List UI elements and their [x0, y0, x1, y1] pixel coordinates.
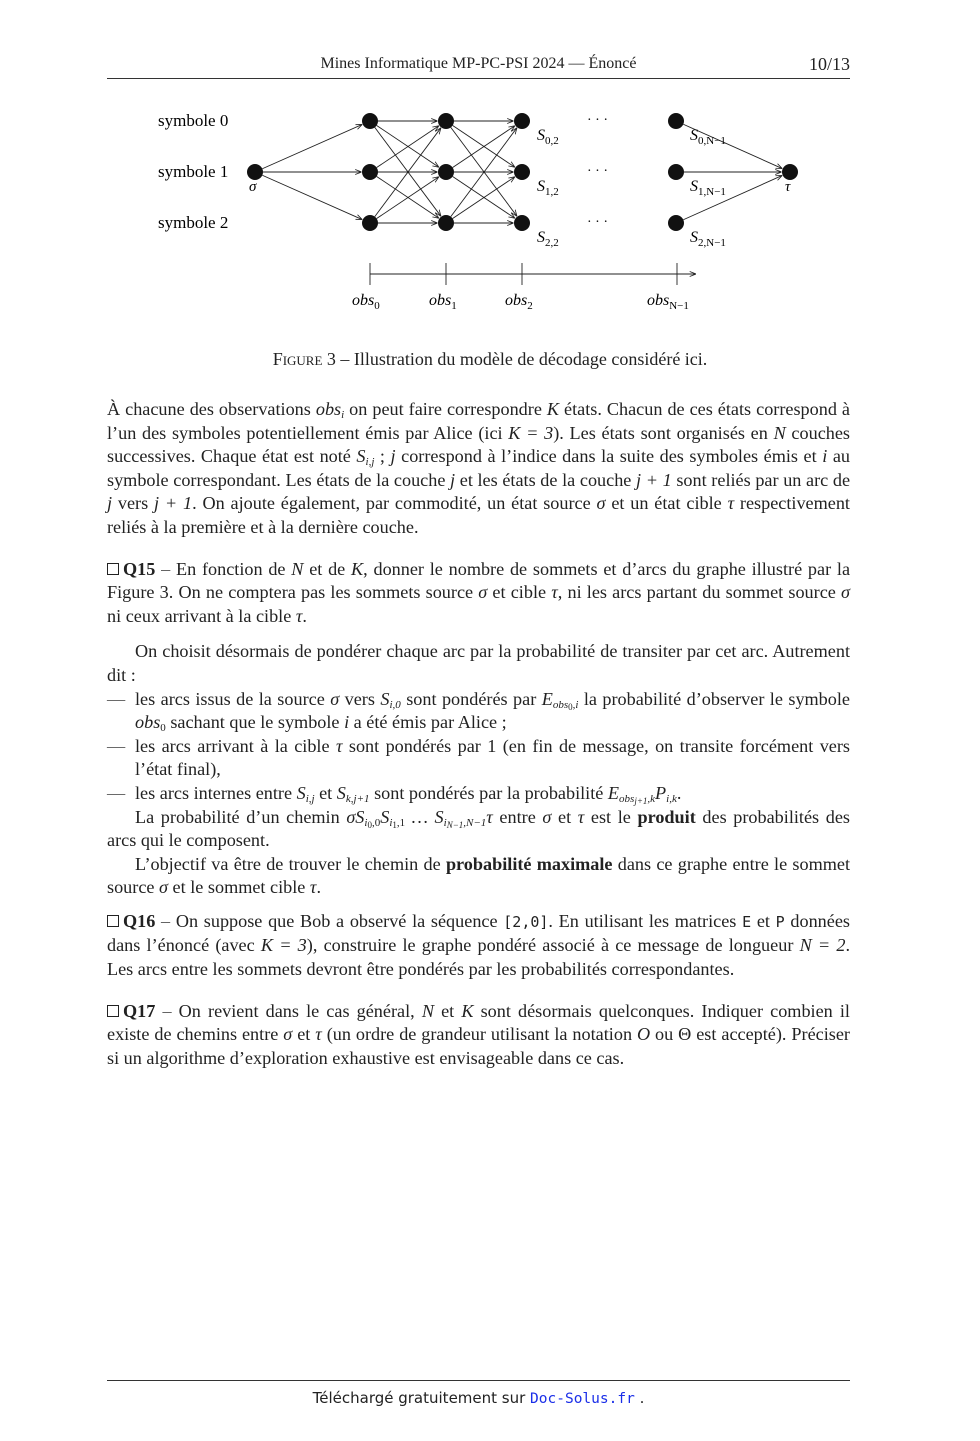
state-node — [668, 113, 684, 129]
figure-caption-text: – Illustration du modèle de décodage considéré ici. — [335, 349, 708, 369]
question-15: Q15 – En fonction de N et de K, donner le nombre de sommets et d’arcs du graphe illustré par la Figure 3. On ne comptera pas les sommets source σ et cible τ, ni les arcs partant du sommet source σ ni ceux arrivant à la cible τ. — [107, 558, 851, 626]
target-node — [782, 164, 798, 180]
checkbox-icon — [107, 563, 119, 575]
checkbox-icon — [107, 915, 119, 927]
paragraph-states: À chacune des observations obs$_i$ on peut faire correspondre K états. Chacun de ces états correspond à l’un des symboles potentiellement émis par Alice (ici K = 3). Les états sont organisés en N couches successives. Chaque état est noté $S_{i,j}$ ; j correspond à l’indice dans la suite des symboles émis et i au symbole correspondant. Les états de la couche j et les états de la couche j + 1 sont reliés par un arc de j vers j + 1. On ajoute également, par commodité, un état source σ et un état cible τ respectivement reliés à la première et à la dernière couche. — [107, 399, 851, 537]
state-label-S02: $S_{0,2}$ — [537, 127, 559, 147]
symbol-2-label: symbole 2 — [158, 213, 229, 232]
header-title: Mines Informatique MP-PC-PSI 2024 — Énoncé — [320, 55, 637, 72]
state-node — [438, 164, 454, 180]
state-label-S22: $S_{2,2}$ — [537, 229, 559, 249]
list-item: — les arcs arrivant à la cible τ sont pondérés par 1 (en fin de message, on transite forcément vers l’état final), — [107, 735, 850, 780]
observation-axis — [370, 263, 696, 285]
question-15-label: Q15 — [123, 558, 156, 579]
ellipsis-row-1: · · · — [587, 164, 608, 179]
page-number: 10/13 — [808, 54, 850, 74]
state-label-S0N: $S_{0,N-1}$ — [690, 127, 726, 147]
edge-source-to-state — [262, 175, 362, 219]
state-node — [514, 113, 530, 129]
checkbox-icon — [107, 1005, 119, 1017]
state-node — [438, 113, 454, 129]
page-footer: Téléchargé gratuitement sur Doc-Solus.fr . — [107, 1380, 850, 1407]
state-node — [668, 215, 684, 231]
question-16-label: Q16 — [123, 910, 156, 931]
list-item: — les arcs issus de la source σ vers $S_{i,0}$ sont pondérés par $E_{obs_0,i}$ la probabilité d’observer le symbole obs$_0$ sachant que le symbole i a été émis par Alice ; — [107, 688, 850, 735]
axis-label-obs1: obs$_1$ — [429, 292, 457, 312]
figure-caption — [0, 349, 980, 370]
doc-solus-link[interactable]: Doc-Solus.fr — [530, 1391, 635, 1407]
source-node — [247, 164, 263, 180]
symbol-0-label: symbole 0 — [158, 111, 229, 130]
state-node — [514, 164, 530, 180]
paragraph-objective: L’objectif va être de trouver le chemin de probabilité maximale dans ce graphe entre le sommet source σ et le sommet cible τ. — [107, 853, 851, 898]
figure-caption-prefix: Figure 3 — [272, 349, 336, 369]
tau-label: τ — [785, 179, 791, 195]
sigma-label: σ — [249, 179, 257, 195]
state-node — [438, 215, 454, 231]
state-label-S2N: $S_{2,N-1}$ — [690, 229, 726, 249]
ellipsis-row-2: · · · — [587, 215, 608, 230]
symbol-1-label: symbole 1 — [158, 162, 229, 181]
state-label-S12: $S_{1,2}$ — [537, 178, 559, 198]
state-node — [362, 215, 378, 231]
list-item: — les arcs internes entre $S_{i,j}$ et $S_{k,j+1}$ sont pondérés par la probabilité $E_{obs_{j+1},k}P_{i,k}$. — [107, 782, 682, 806]
state-node — [362, 113, 378, 129]
paragraph-weights-intro: On choisit désormais de pondérer chaque arc par la probabilité de transiter par cet arc. Autrement dit : — [107, 641, 850, 685]
question-17: Q17 – On revient dans le cas général, N et K sont désormais quelconques. Indiquer combien il existe de chemins entre σ et τ (un ordre de grandeur utilisant la notation O ou Θ est accepté). Préciser si un algorithme d’exploration exhaustive est envisageable dans ce cas. — [107, 1000, 850, 1068]
edge-source-to-state — [262, 124, 362, 168]
paragraph-path-probability: La probabilité d’un chemin $\sigma S_{i_0,0}S_{i_1,1}$ … $S_{i_{N-1},N-1}\tau$ entre σ et τ est le produit des probabilités des arcs qui le composent. — [107, 806, 850, 851]
axis-label-obs0: obs$_0$ — [352, 292, 380, 312]
axis-label-obs2: obs$_2$ — [505, 292, 533, 312]
question-16: Q16 – On suppose que Bob a observé la séquence [2,0]. En utilisant les matrices E et P données dans l’énoncé (avec K = 3), construire le graphe pondéré associé à ce message de longueur N = 2. Les arcs entre les sommets devront être pondérés par les probabilités correspondantes. — [107, 910, 850, 980]
question-17-label: Q17 — [123, 1000, 156, 1021]
decoding-model-figure — [150, 100, 870, 320]
ellipsis-row-0: · · · — [587, 113, 608, 128]
state-node — [514, 215, 530, 231]
page-header — [107, 52, 850, 79]
state-node — [668, 164, 684, 180]
state-node — [362, 164, 378, 180]
state-label-S1N: $S_{1,N-1}$ — [690, 178, 726, 198]
page-body — [107, 398, 850, 1070]
axis-label-obsN: obs$_{N-1}$ — [647, 292, 689, 312]
